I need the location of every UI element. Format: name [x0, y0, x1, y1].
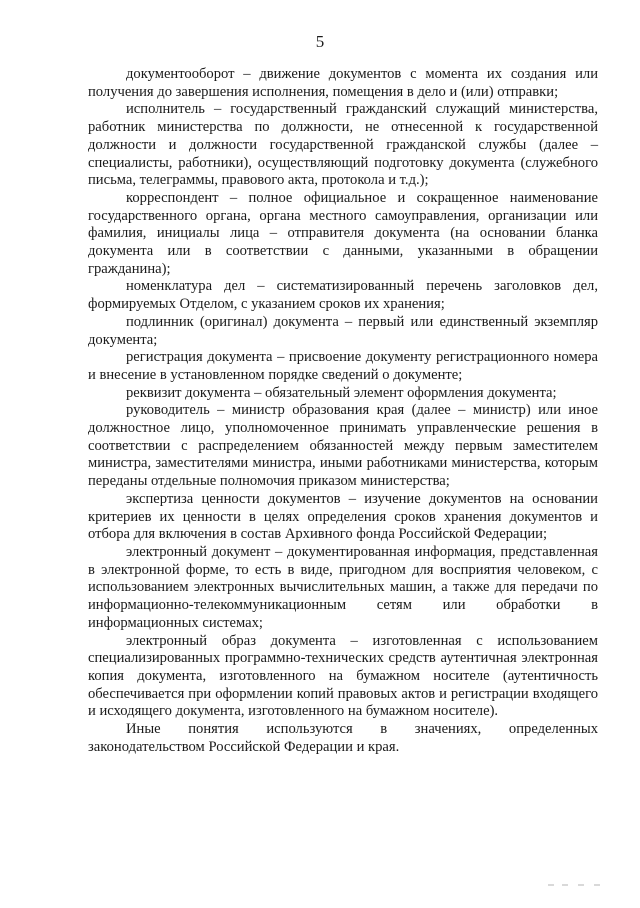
definition-paragraph-head: руководитель – министр образования края (далее – министр) или иное должностное лицо, уполномоченное принимать управленческие решения в соответствии с распределением обязанностей между первым заместителем министра, заместителями министра, иными работниками министерства, которым переданы отдельные полномочия приказом министерства; [88, 402, 598, 490]
definition-paragraph-expertise: экспертиза ценности документов – изучение документов на основании критериев их ценности в целях определения сроков хранения документов и отбора для включения в состав Архивного фонда Российской Федерации; [88, 490, 598, 543]
definition-paragraph-document-flow: документооборот – движение документов с момента их создания или получения до завершения исполнения, помещения в дело и (или) отправки; [88, 66, 598, 100]
document-body [88, 66, 598, 756]
definition-paragraph-electronic-image: электронный образ документа – изготовленная с использованием специализированных программно-технических средств аутентичная электронная копия документа, изготовленного на бумажном носителе (аутентичность обеспечивается при оформлении копий правовых актов и регистрации входящего и исходящего документа, изготовленного на бумажном носителе). [88, 632, 598, 720]
definition-paragraph-electronic-document: электронный документ – документированная информация, представленная в электронной форме, то есть в виде, пригодном для восприятия человеком, с использованием электронных вычислительных машин, а также для передачи по информационно-телекоммуникационным сетям или обработки в информационных системах; [88, 543, 598, 631]
page-number: 5 [315, 32, 325, 51]
definition-paragraph-registration: регистрация документа – присвоение документу регистрационного номера и внесение в установленном порядке сведений о документе; [88, 349, 598, 383]
definition-paragraph-correspondent: корреспондент – полное официальное и сокращенное наименование государственного органа, органа местного самоуправления, организации или фамилия, инициалы лица – отправителя документа (на основании бланка документа или в соответствии с данными, указанными в обращении гражданина); [88, 189, 598, 277]
definition-paragraph-nomenclature: номенклатура дел – систематизированный перечень заголовков дел, формируемых Отделом, с указанием сроков их хранения; [88, 278, 598, 313]
closing-paragraph: Иные понятия используются в значениях, определенных законодательством Российской Федерации и края. [88, 721, 598, 755]
definition-paragraph-requisite: реквизит документа – обязательный элемент оформления документа; [126, 384, 557, 401]
scan-artifact [548, 884, 608, 890]
definition-paragraph-executor: исполнитель – государственный гражданский служащий министерства, работник министерства по должности, не отнесенной к государственной должности и должности государственной гражданской службы (далее – специалисты, работники), осуществляющий подготовку документа (служебного письма, телеграммы, правового акта, протокола и т.д.); [88, 101, 598, 189]
definition-paragraph-original: подлинник (оригинал) документа – первый или единственный экземпляр документа; [88, 313, 598, 348]
